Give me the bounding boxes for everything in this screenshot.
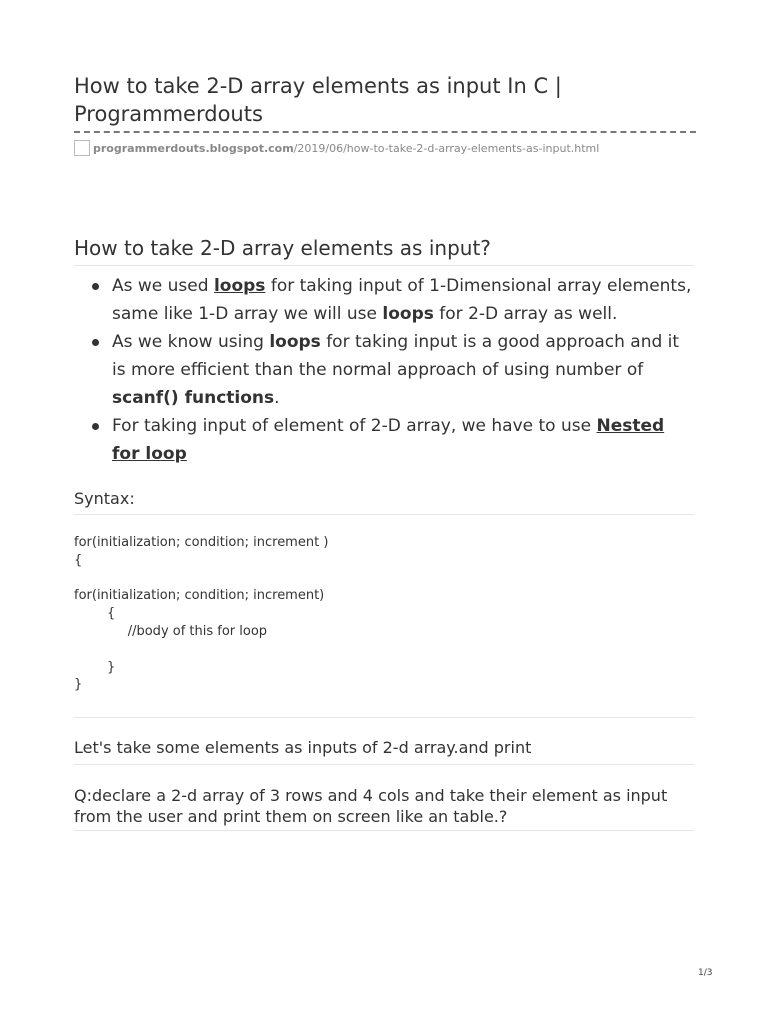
paragraph: Let's take some elements as inputs of 2-d array.and print bbox=[74, 738, 532, 757]
bullet-text: For taking input of element of 2-D array, we have to use bbox=[112, 416, 597, 436]
page-number: 1/3 bbox=[698, 968, 713, 978]
bullet-text: As we know using bbox=[112, 332, 270, 352]
question-paragraph: Q:declare a 2-d array of 3 rows and 4 cols and take their element as input from the user and print them on screen like an table.? bbox=[74, 786, 668, 826]
source-path[interactable]: /2019/06/how-to-take-2-d-array-elements-as-input.html bbox=[293, 141, 600, 155]
paragraph-divider bbox=[74, 764, 694, 765]
loops-link[interactable]: loops bbox=[213, 276, 266, 296]
list-item bbox=[74, 272, 696, 328]
favicon-icon bbox=[74, 140, 90, 156]
list-item bbox=[74, 328, 696, 412]
list-item bbox=[74, 412, 696, 468]
title-divider bbox=[74, 131, 696, 133]
heading-divider bbox=[74, 265, 694, 266]
bullet-text: . bbox=[274, 388, 280, 408]
source-url[interactable] bbox=[74, 138, 599, 158]
nested-for-loop-link[interactable]: Nested for loop bbox=[112, 416, 665, 464]
bold-term: loops bbox=[269, 332, 321, 352]
bullet-dot-icon bbox=[92, 423, 99, 430]
code-block: for(initialization; condition; increment ) { for(initialization; condition; increment) { //body of this for loop } } bbox=[74, 535, 329, 693]
syntax-label: Syntax: bbox=[74, 489, 135, 508]
article-heading: How to take 2-D array elements as input? bbox=[74, 236, 491, 260]
bold-term: scanf() functions bbox=[112, 388, 275, 408]
bullet-dot-icon bbox=[92, 283, 99, 290]
bullet-dot-icon bbox=[92, 339, 99, 346]
bullet-text: for 2-D array as well. bbox=[433, 304, 618, 324]
bullet-text: for taking input is a good approach and it is more efficient than the normal approach of using number of bbox=[112, 332, 680, 380]
page-title: How to take 2-D array elements as input In C | Programmerdouts bbox=[74, 74, 562, 126]
question-divider bbox=[74, 830, 694, 831]
syntax-divider bbox=[74, 514, 694, 515]
bullet-text: for taking input of 1-Dimensional array elements, same like 1-D array we will use bbox=[112, 276, 692, 324]
code-divider bbox=[74, 717, 694, 718]
bullet-list bbox=[74, 272, 696, 468]
bold-term: loops bbox=[382, 304, 434, 324]
source-domain[interactable]: programmerdouts.blogspot.com bbox=[93, 141, 294, 155]
bullet-text: As we used bbox=[112, 276, 214, 296]
